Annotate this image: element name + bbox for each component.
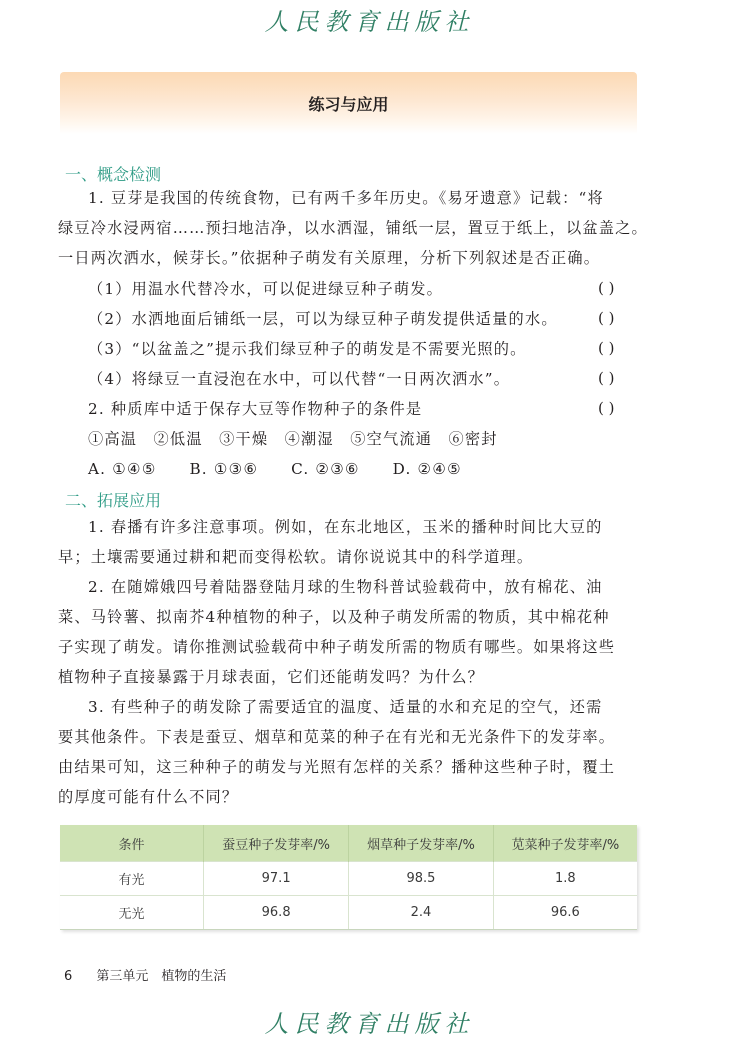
cell-condition: 无光 <box>60 896 203 930</box>
header-tobacco: 烟草种子发芽率/% <box>349 825 493 862</box>
s2-q2-line-1: 2. 在随嫦娥四号着陆器登陆月球的生物科普试验载荷中，放有棉花、油 <box>88 578 603 596</box>
q1-line-1: 1. 豆芽是我国的传统食物，已有两千多年历史。《易牙遗意》记载：“将 <box>88 189 604 207</box>
table-row <box>60 862 637 896</box>
s2-q3-line-1: 3. 有些种子的萌发除了需要适宜的温度、适量的水和充足的空气，还需 <box>88 698 603 716</box>
q2-options: A. ①④⑤ B. ①③⑥ C. ②③⑥ D. ②④⑤ <box>88 460 462 478</box>
q2-text: 2. 种质库中适于保存大豆等作物种子的条件是 <box>88 400 423 418</box>
unit-title: 第三单元 植物的生活 <box>96 969 227 984</box>
table-row <box>60 896 637 930</box>
cell-value: 96.8 <box>203 896 348 930</box>
q1-item-4: （4）将绿豆一直浸泡在水中，可以代替“一日两次洒水”。 <box>88 370 511 388</box>
publisher-logo-top: 人民教育出版社 <box>264 8 475 36</box>
q1-item-1: （1）用温水代替冷水，可以促进绿豆种子萌发。 <box>88 280 444 298</box>
answer-blank-4[interactable]: ( ) <box>598 369 615 387</box>
q1-item-3: （3）“以盆盖之”提示我们绿豆种子的萌发是不需要光照的。 <box>88 340 527 358</box>
publisher-logo-bottom: 人民教育出版社 <box>264 1010 475 1038</box>
germination-rate-table <box>60 825 637 930</box>
page-footer <box>64 965 226 984</box>
q2-conditions: ①高温 ②低温 ③干燥 ④潮湿 ⑤空气流通 ⑥密封 <box>88 430 498 448</box>
page-number: 6 <box>64 969 73 984</box>
q1-item-2: （2）水洒地面后铺纸一层，可以为绿豆种子萌发提供适量的水。 <box>88 310 558 328</box>
table-header-row <box>60 825 637 862</box>
answer-blank-2[interactable]: ( ) <box>598 309 615 327</box>
s2-q3-line-2: 要其他条件。下表是蚕豆、烟草和苋菜的种子在有光和无光条件下的发芽率。 <box>58 728 616 746</box>
s2-q3-line-4: 的厚度可能有什么不同？ <box>58 788 239 806</box>
s2-q2-line-2: 菜、马铃薯、拟南芥4种植物的种子，以及种子萌发所需的物质，其中棉花种 <box>58 608 610 626</box>
cell-value: 96.6 <box>493 896 637 930</box>
q1-line-2: 绿豆冷水浸两宿……预扫地洁净，以水洒湿，铺纸一层，置豆于纸上，以盆盖之。 <box>58 219 648 237</box>
s2-q1-line-2: 早；土壤需要通过耕和耙而变得松软。请你说说其中的科学道理。 <box>58 548 534 566</box>
section-heading-extended-application: 二、拓展应用 <box>65 491 162 510</box>
cell-value: 2.4 <box>349 896 493 930</box>
q1-line-3: 一日两次洒水，候芽长。”依据种子萌发有关原理，分析下列叙述是否正确。 <box>58 249 601 267</box>
section-heading-concept-check: 一、概念检测 <box>65 165 162 184</box>
s2-q1-line-1: 1. 春播有许多注意事项。例如，在东北地区，玉米的播种时间比大豆的 <box>88 518 603 536</box>
cell-value: 97.1 <box>203 862 348 896</box>
answer-blank-q2[interactable]: ( ) <box>598 399 615 417</box>
s2-q3-line-3: 由结果可知，这三种种子的萌发与光照有怎样的关系？播种这些种子时，覆土 <box>58 758 616 776</box>
header-broad-bean: 蚕豆种子发芽率/% <box>203 825 348 862</box>
s2-q2-line-4: 植物种子直接暴露于月球表面，它们还能萌发吗？为什么？ <box>58 668 485 686</box>
banner-title: 练习与应用 <box>308 94 389 114</box>
answer-blank-3[interactable]: ( ) <box>598 339 615 357</box>
exercise-banner <box>60 72 637 134</box>
cell-condition: 有光 <box>60 862 203 896</box>
answer-blank-1[interactable]: ( ) <box>598 279 615 297</box>
cell-value: 1.8 <box>493 862 637 896</box>
header-amaranth: 苋菜种子发芽率/% <box>493 825 637 862</box>
cell-value: 98.5 <box>349 862 493 896</box>
s2-q2-line-3: 子实现了萌发。请你推测试验载荷中种子萌发所需的物质有哪些。如果将这些 <box>58 638 616 656</box>
header-condition: 条件 <box>60 825 203 862</box>
